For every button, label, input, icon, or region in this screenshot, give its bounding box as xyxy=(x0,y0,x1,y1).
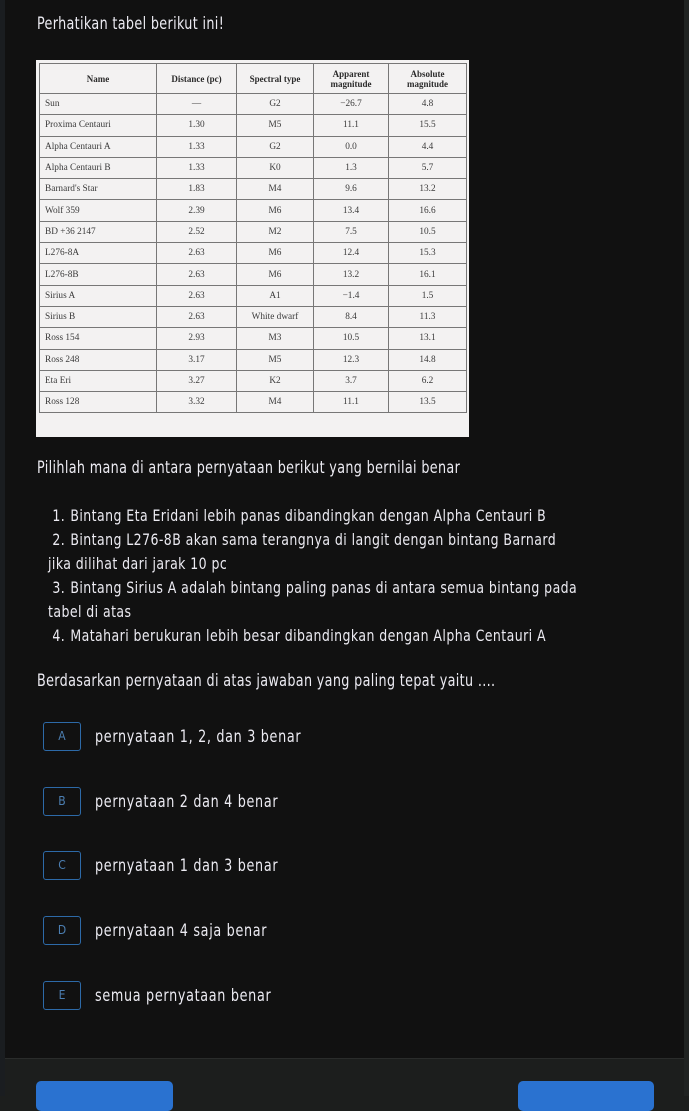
table-row xyxy=(40,285,467,306)
statement-2 xyxy=(48,528,577,552)
cell-distance: — xyxy=(157,94,237,115)
cell-name: Ross 154 xyxy=(40,328,157,349)
cell-spectral: G2 xyxy=(237,94,314,115)
cell-distance: 2.63 xyxy=(157,285,237,306)
cell-spectral: M6 xyxy=(237,264,314,285)
cell-distance: 1.33 xyxy=(157,136,237,157)
cell-apparent: 11.1 xyxy=(314,392,389,413)
cell-name: Eta Eri xyxy=(40,370,157,391)
table-row xyxy=(40,392,467,413)
table-row xyxy=(40,200,467,221)
cell-apparent: 1.3 xyxy=(314,157,389,178)
header-distance: Distance (pc) xyxy=(157,64,237,94)
header-spectral-type: Spectral type xyxy=(237,64,314,94)
cell-apparent: 13.2 xyxy=(314,264,389,285)
statement-3-continued xyxy=(48,600,577,624)
star-table xyxy=(39,63,467,413)
cell-name: Alpha Centauri A xyxy=(40,136,157,157)
cell-distance: 1.33 xyxy=(157,157,237,178)
cell-name: Ross 248 xyxy=(40,349,157,370)
statement-number: 3. xyxy=(52,578,66,597)
question-conclusion: Berdasarkan pernyataan di atas jawaban yang paling tepat yaitu .... xyxy=(37,671,496,690)
previous-button[interactable] xyxy=(36,1081,173,1111)
cell-name: Sun xyxy=(40,94,157,115)
cell-distance: 2.63 xyxy=(157,264,237,285)
question-prompt: Pilihlah mana di antara pernyataan berikut yang bernilai benar xyxy=(37,458,461,477)
table-row xyxy=(40,94,467,115)
option-letter-b[interactable]: B xyxy=(43,787,81,816)
cell-apparent: 7.5 xyxy=(314,221,389,242)
statement-list xyxy=(48,504,577,648)
next-button[interactable] xyxy=(518,1081,654,1111)
statement-text: Bintang Sirius A adalah bintang paling panas di antara semua bintang pada xyxy=(70,578,578,597)
cell-name: Sirius A xyxy=(40,285,157,306)
cell-spectral: M4 xyxy=(237,392,314,413)
cell-name: Alpha Centauri B xyxy=(40,157,157,178)
table-row xyxy=(40,221,467,242)
option-text[interactable]: pernyataan 4 saja benar xyxy=(95,920,268,940)
table-row xyxy=(40,306,467,327)
option-c[interactable] xyxy=(43,850,308,880)
cell-name: BD +36 2147 xyxy=(40,221,157,242)
statement-text: Bintang Eta Eridani lebih panas dibandingkan dengan Alpha Centauri B xyxy=(70,506,547,525)
cell-distance: 1.83 xyxy=(157,179,237,200)
cell-spectral: A1 xyxy=(237,285,314,306)
statement-text: Matahari berukuran lebih besar dibandingkan dengan Alpha Centauri A xyxy=(70,626,546,645)
table-row xyxy=(40,349,467,370)
cell-name: Barnard's Star xyxy=(40,179,157,200)
cell-absolute: 1.5 xyxy=(389,285,467,306)
option-a[interactable] xyxy=(43,721,335,751)
header-absolute-magnitude: Absolute magnitude xyxy=(389,64,467,94)
cell-distance: 3.17 xyxy=(157,349,237,370)
cell-spectral: M2 xyxy=(237,221,314,242)
table-header-row xyxy=(40,64,467,94)
cell-absolute: 16.1 xyxy=(389,264,467,285)
cell-apparent: 9.6 xyxy=(314,179,389,200)
statement-number: 1. xyxy=(52,506,66,525)
cell-spectral: K0 xyxy=(237,157,314,178)
cell-apparent: −1.4 xyxy=(314,285,389,306)
option-letter-c[interactable]: C xyxy=(43,851,81,880)
cell-name: L276-8A xyxy=(40,243,157,264)
cell-distance: 3.27 xyxy=(157,370,237,391)
statement-number: 2. xyxy=(52,530,66,549)
table-row xyxy=(40,136,467,157)
cell-absolute: 4.4 xyxy=(389,136,467,157)
option-text[interactable]: pernyataan 1 dan 3 benar xyxy=(95,855,279,875)
option-d[interactable] xyxy=(43,915,295,945)
question-title: Perhatikan tabel berikut ini! xyxy=(37,14,225,33)
option-letter-a[interactable]: A xyxy=(43,722,81,751)
cell-distance: 2.63 xyxy=(157,243,237,264)
cell-spectral: M6 xyxy=(237,200,314,221)
cell-apparent: 12.3 xyxy=(314,349,389,370)
statement-text: Bintang L276-8B akan sama terangnya di langit dengan bintang Barnard xyxy=(70,530,557,549)
option-letter-d[interactable]: D xyxy=(43,916,81,945)
cell-apparent: 3.7 xyxy=(314,370,389,391)
option-text[interactable]: semua pernyataan benar xyxy=(95,985,272,1005)
star-table-image xyxy=(36,60,469,437)
cell-distance: 3.32 xyxy=(157,392,237,413)
cell-absolute: 5.7 xyxy=(389,157,467,178)
option-text[interactable]: pernyataan 1, 2, dan 3 benar xyxy=(95,726,302,746)
table-row xyxy=(40,328,467,349)
cell-apparent: 12.4 xyxy=(314,243,389,264)
table-row xyxy=(40,264,467,285)
table-row xyxy=(40,179,467,200)
cell-spectral: M6 xyxy=(237,243,314,264)
scrollbar-track[interactable] xyxy=(684,0,689,1096)
header-name: Name xyxy=(40,64,157,94)
cell-absolute: 14.8 xyxy=(389,349,467,370)
table-row xyxy=(40,243,467,264)
cell-spectral: M5 xyxy=(237,349,314,370)
cell-name: Wolf 359 xyxy=(40,200,157,221)
statement-number: 4. xyxy=(52,626,66,645)
cell-name: Proxima Centauri xyxy=(40,115,157,136)
option-e[interactable] xyxy=(43,980,300,1010)
cell-absolute: 4.8 xyxy=(389,94,467,115)
cell-spectral: M3 xyxy=(237,328,314,349)
cell-apparent: 8.4 xyxy=(314,306,389,327)
cell-apparent: 0.0 xyxy=(314,136,389,157)
cell-spectral: White dwarf xyxy=(237,306,314,327)
cell-absolute: 6.2 xyxy=(389,370,467,391)
cell-spectral: K2 xyxy=(237,370,314,391)
cell-absolute: 13.2 xyxy=(389,179,467,200)
cell-absolute: 13.5 xyxy=(389,392,467,413)
cell-absolute: 11.3 xyxy=(389,306,467,327)
cell-distance: 2.93 xyxy=(157,328,237,349)
cell-absolute: 13.1 xyxy=(389,328,467,349)
table-row xyxy=(40,115,467,136)
cell-distance: 2.52 xyxy=(157,221,237,242)
cell-distance: 1.30 xyxy=(157,115,237,136)
statement-2-continued xyxy=(48,552,577,576)
statement-3 xyxy=(48,576,577,600)
option-letter-e[interactable]: E xyxy=(43,981,81,1010)
cell-distance: 2.63 xyxy=(157,306,237,327)
cell-name: Sirius B xyxy=(40,306,157,327)
cell-absolute: 15.3 xyxy=(389,243,467,264)
cell-spectral: G2 xyxy=(237,136,314,157)
cell-apparent: −26.7 xyxy=(314,94,389,115)
cell-name: L276-8B xyxy=(40,264,157,285)
cell-name: Ross 128 xyxy=(40,392,157,413)
header-apparent-magnitude: Apparent magnitude xyxy=(314,64,389,94)
table-row xyxy=(40,370,467,391)
statement-text: tabel di atas xyxy=(48,602,132,621)
cell-spectral: M4 xyxy=(237,179,314,200)
option-b[interactable] xyxy=(43,786,308,816)
cell-apparent: 13.4 xyxy=(314,200,389,221)
cell-absolute: 10.5 xyxy=(389,221,467,242)
cell-spectral: M5 xyxy=(237,115,314,136)
cell-apparent: 10.5 xyxy=(314,328,389,349)
statement-4 xyxy=(48,624,577,648)
cell-apparent: 11.1 xyxy=(314,115,389,136)
statement-text: jika dilihat dari jarak 10 pc xyxy=(48,554,228,573)
cell-absolute: 16.6 xyxy=(389,200,467,221)
cell-distance: 2.39 xyxy=(157,200,237,221)
table-row xyxy=(40,157,467,178)
statement-1 xyxy=(48,504,577,528)
option-text[interactable]: pernyataan 2 dan 4 benar xyxy=(95,791,279,811)
cell-absolute: 15.5 xyxy=(389,115,467,136)
